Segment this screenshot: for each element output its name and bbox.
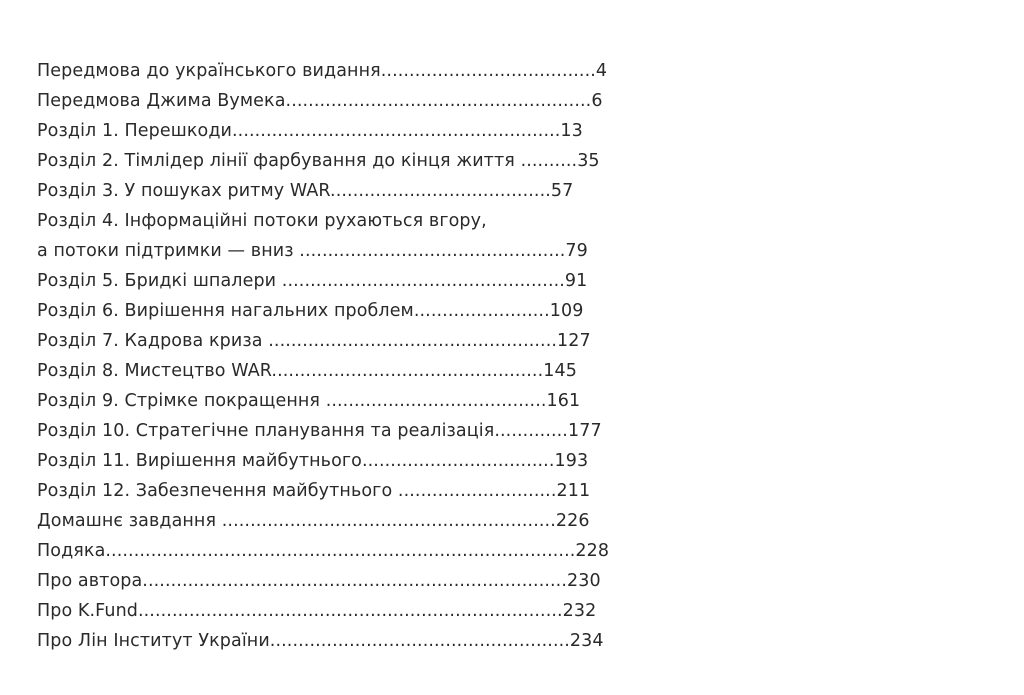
toc-entry-text: Передмова до українського видання......................................4 <box>37 61 608 81</box>
toc-entry-about-author <box>37 566 637 596</box>
toc-entry-foreword-ukrainian <box>37 56 637 86</box>
toc-entry-about-lean-institute <box>37 626 637 656</box>
toc-entry-text: Про автора...........................................................................230 <box>37 571 601 591</box>
toc-entry-chapter-8 <box>37 356 637 386</box>
toc-entry-chapter-4-line-2 <box>37 236 637 266</box>
toc-entry-chapter-10 <box>37 416 637 446</box>
toc-entry-text: Домашнє завдання ...........................................................226 <box>37 511 590 531</box>
toc-entry-foreword-womack <box>37 86 637 116</box>
toc-entry-chapter-11 <box>37 446 637 476</box>
toc-entry-chapter-4-line-1 <box>37 206 637 236</box>
toc-entry-text: а потоки підтримки — вниз ...............................................79 <box>37 241 588 261</box>
toc-entry-text: Подяка...................................................................................228 <box>37 541 610 561</box>
toc-entry-acknowledgements <box>37 536 637 566</box>
toc-entry-text: Розділ 11. Вирішення майбутнього..................................193 <box>37 451 589 471</box>
toc-entry-text: Розділ 2. Тімлідер лінії фарбування до кінця життя ..........35 <box>37 151 600 171</box>
toc-entry-chapter-12 <box>37 476 637 506</box>
toc-entry-text: Розділ 7. Кадрова криза ...................................................127 <box>37 331 591 351</box>
toc-entry-text: Розділ 1. Перешкоди..........................................................13 <box>37 121 583 141</box>
toc-entry-chapter-6 <box>37 296 637 326</box>
toc-entry-text: Передмова Джима Вумека......................................................6 <box>37 91 603 111</box>
toc-entry-text: Розділ 9. Стрімке покращення .......................................161 <box>37 391 581 411</box>
toc-entry-text: Розділ 8. Мистецтво WAR................................................145 <box>37 361 577 381</box>
toc-entry-text: Розділ 10. Стратегічне планування та реалізація.............177 <box>37 421 602 441</box>
toc-entry-chapter-2 <box>37 146 637 176</box>
toc-entry-text: Розділ 4. Інформаційні потоки рухаються вгору, <box>37 211 487 231</box>
toc-entry-text: Про Лін Інститут України.....................................................234 <box>37 631 604 651</box>
table-of-contents <box>37 56 637 656</box>
toc-entry-text: Розділ 5. Бридкі шпалери ..................................................91 <box>37 271 588 291</box>
toc-entry-about-kfund <box>37 596 637 626</box>
toc-entry-text: Розділ 12. Забезпечення майбутнього ............................211 <box>37 481 591 501</box>
toc-entry-chapter-9 <box>37 386 637 416</box>
toc-entry-chapter-7 <box>37 326 637 356</box>
toc-entry-text: Про K.Fund...........................................................................232 <box>37 601 597 621</box>
toc-entry-chapter-1 <box>37 116 637 146</box>
toc-entry-text: Розділ 6. Вирішення нагальних проблем........................109 <box>37 301 584 321</box>
toc-entry-text: Розділ 3. У пошуках ритму WAR.......................................57 <box>37 181 574 201</box>
toc-entry-chapter-3 <box>37 176 637 206</box>
toc-entry-chapter-5 <box>37 266 637 296</box>
toc-entry-homework <box>37 506 637 536</box>
